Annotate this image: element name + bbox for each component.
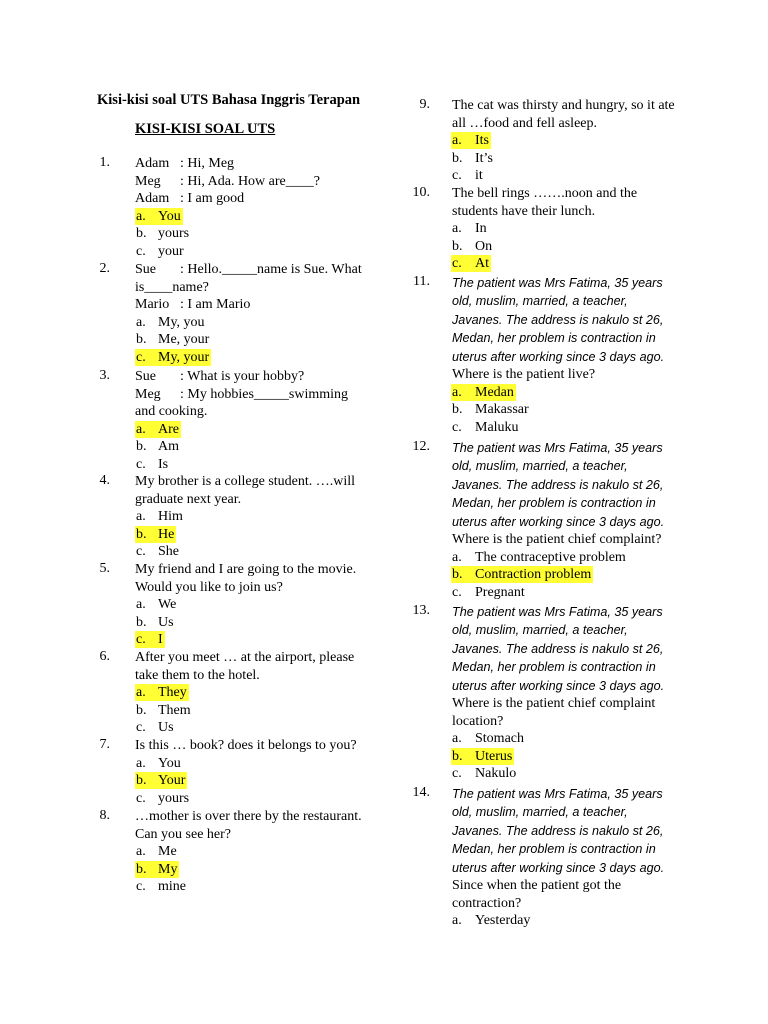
option-letter: a. (136, 509, 146, 525)
question-text-line (135, 155, 234, 173)
question-text-line (452, 494, 656, 512)
answer-option (451, 549, 628, 566)
option-letter: b. (136, 526, 147, 542)
option-letter: b. (136, 332, 147, 348)
question-number: 13. (412, 603, 430, 618)
dialogue-speaker: Meg (135, 173, 161, 189)
question-text-line (135, 826, 231, 844)
dialogue-speaker: Mario (135, 297, 170, 313)
question-text-line (135, 261, 362, 279)
question-number: 3. (99, 368, 110, 383)
option-letter: a. (452, 731, 462, 747)
answer-option (451, 238, 494, 255)
question-text-line (452, 822, 663, 840)
answer-option (135, 596, 178, 613)
question-text: old, muslim, married, a teacher, (452, 294, 628, 309)
question-text-line (135, 561, 356, 579)
answer-option-highlighted (135, 684, 189, 701)
question-text: After you meet … at the airport, please (135, 650, 355, 665)
answer-option-highlighted (451, 255, 491, 272)
question-text: all …food and fell asleep. (452, 115, 598, 131)
answer-option (451, 419, 521, 436)
question-text: Medan, her problem is contraction in (452, 842, 656, 857)
question-number: 9. (419, 97, 430, 112)
option-letter: c. (136, 879, 146, 895)
option-letter: b. (136, 226, 147, 242)
option-letter: a. (136, 685, 146, 701)
option-letter: a. (452, 549, 462, 565)
question-text-line (452, 476, 663, 494)
answer-option-highlighted (135, 772, 187, 789)
answer-option (135, 719, 176, 736)
question-text-line (452, 713, 503, 731)
question-text: : My hobbies_____swimming (180, 386, 349, 402)
option-text: Us (158, 614, 174, 630)
question-text: uterus after working since 3 days ago. (452, 349, 665, 364)
option-text: The contraceptive problem (475, 549, 626, 565)
option-text: In (475, 221, 487, 237)
option-letter: c. (136, 632, 146, 648)
option-letter: b. (452, 150, 463, 166)
option-text: Uterus (475, 748, 513, 764)
question-text-line (452, 677, 664, 695)
option-letter: a. (452, 913, 462, 929)
option-letter: c. (136, 720, 146, 736)
answer-option-highlighted (135, 421, 181, 438)
question-text: My brother is a college student. ….will (135, 474, 356, 489)
question-text: students have their lunch. (452, 203, 596, 219)
question-text: : Hello._____name is Sue. What (180, 262, 362, 277)
option-text: Its (475, 133, 489, 149)
option-text: I (158, 632, 163, 648)
answer-option (451, 167, 485, 184)
option-letter: c. (452, 584, 462, 600)
answer-option (135, 878, 188, 895)
question-text: Can you see her? (135, 826, 232, 842)
dialogue-speaker: Meg (135, 386, 161, 402)
question-text-line (135, 386, 348, 404)
option-text: Pregnant (475, 584, 525, 600)
question-text-line (452, 621, 628, 639)
option-letter: a. (452, 133, 462, 149)
question-text: and cooking. (135, 404, 208, 420)
question-text: The patient was Mrs Fatima, 35 years (452, 787, 663, 801)
question-number: 14. (412, 785, 430, 800)
option-text: On (475, 238, 493, 254)
option-letter: b. (452, 238, 463, 254)
option-letter: c. (452, 168, 462, 184)
question-text: Medan, her problem is contraction in (452, 660, 656, 675)
option-text: You (158, 755, 181, 771)
option-letter: b. (452, 748, 463, 764)
question-text: old, muslim, married, a teacher, (452, 805, 628, 820)
question-text-line (452, 640, 663, 658)
question-number: 2. (99, 261, 110, 276)
option-text: Nakulo (475, 766, 517, 782)
option-text: Me, your (158, 332, 210, 348)
option-text: It’s (475, 150, 493, 166)
question-text: Javanes. The address is nakulo st 26, (452, 477, 664, 492)
option-letter: a. (136, 314, 146, 330)
option-text: mine (158, 879, 186, 895)
option-letter: c. (136, 544, 146, 560)
question-text-line (452, 695, 655, 713)
option-text: They (158, 685, 187, 701)
question-text-line (135, 737, 357, 755)
option-letter: a. (136, 755, 146, 771)
answer-option-highlighted (451, 384, 516, 401)
dialogue-speaker: Sue (135, 262, 156, 277)
question-text-line (452, 513, 664, 531)
question-text-line (135, 473, 355, 491)
answer-option (135, 243, 186, 260)
question-text: contraction? (452, 895, 522, 911)
dialogue-speaker: Sue (135, 369, 156, 384)
question-text: old, muslim, married, a teacher, (452, 459, 628, 474)
answer-option (135, 225, 191, 242)
question-text-line (135, 190, 244, 208)
question-text-line (452, 859, 664, 877)
question-text-line (135, 403, 207, 421)
document-title: Kisi-kisi soal UTS Bahasa Inggris Terapan (97, 92, 361, 108)
answer-option (135, 456, 170, 473)
answer-option (451, 220, 489, 237)
option-letter: c. (136, 790, 146, 806)
answer-option-highlighted (135, 631, 165, 648)
option-letter: c. (452, 256, 462, 272)
answer-option (135, 314, 207, 331)
option-letter: b. (136, 439, 147, 455)
option-letter: b. (136, 702, 147, 718)
question-text-line (452, 785, 663, 803)
question-text: uterus after working since 3 days ago. (452, 514, 665, 529)
question-text: Javanes. The address is nakulo st 26, (452, 312, 664, 327)
answer-option-highlighted (135, 349, 211, 366)
question-text: old, muslim, married, a teacher, (452, 623, 628, 638)
question-text-line (452, 203, 595, 221)
question-text-line (135, 491, 241, 509)
answer-option (135, 843, 179, 860)
question-text: Where is the patient chief complaint (452, 696, 656, 711)
question-number: 4. (99, 473, 110, 488)
question-number: 11. (413, 274, 430, 289)
option-text: your (158, 244, 184, 259)
answer-option (135, 790, 191, 807)
question-text-line (452, 457, 628, 475)
question-text-line (452, 329, 656, 347)
answer-option (451, 150, 495, 167)
dialogue-speaker: Adam (135, 191, 170, 207)
option-text: My, you (158, 314, 205, 330)
question-text: My friend and I are going to the movie. (135, 562, 357, 577)
option-text: Are (158, 421, 179, 437)
answer-option-highlighted (451, 566, 593, 583)
option-text: Stomach (475, 731, 524, 747)
question-text: : I am Mario (180, 297, 251, 313)
question-text-line (452, 895, 521, 913)
question-text-line (135, 667, 260, 685)
question-text-line (452, 311, 663, 329)
option-letter: c. (136, 457, 146, 472)
question-text: The patient was Mrs Fatima, 35 years (452, 605, 663, 619)
question-text-line (135, 279, 209, 297)
question-text: uterus after working since 3 days ago. (452, 860, 665, 875)
question-text: The patient was Mrs Fatima, 35 years (452, 441, 663, 455)
question-text: graduate next year. (135, 491, 242, 507)
question-text: Where is the patient live? (452, 367, 596, 382)
option-letter: b. (136, 614, 147, 630)
question-text-line (452, 877, 621, 895)
option-letter: a. (136, 844, 146, 860)
option-text: Me (158, 844, 177, 860)
question-text-line (452, 274, 663, 292)
question-text-line (452, 115, 597, 133)
question-text: The bell rings …….noon and the (452, 186, 638, 201)
answer-option (135, 331, 211, 348)
option-text: yours (158, 226, 190, 242)
option-text: Your (158, 773, 186, 789)
option-letter: a. (452, 221, 462, 237)
option-text: My, your (158, 350, 210, 365)
question-text: is____name? (135, 279, 209, 295)
option-text: Them (158, 702, 191, 718)
option-text: You (158, 208, 181, 224)
question-text: Since when the patient got the (452, 878, 622, 893)
dialogue-speaker: Adam (135, 156, 170, 171)
question-text: Would you like to join us? (135, 579, 283, 595)
option-text: yours (158, 790, 190, 806)
question-text: …mother is over there by the restaurant. (135, 809, 362, 824)
option-text: Am (158, 439, 179, 455)
question-text: : What is your hobby? (180, 369, 305, 384)
question-text-line (135, 173, 320, 191)
answer-option-highlighted (451, 748, 514, 765)
option-text: My (158, 861, 178, 877)
question-text-line (452, 603, 663, 621)
answer-option (135, 614, 176, 631)
question-number: 5. (99, 561, 110, 576)
question-number: 6. (99, 649, 110, 664)
question-text-line (135, 808, 362, 826)
question-text-line (452, 840, 656, 858)
question-text-line (452, 97, 675, 115)
answer-option (135, 438, 181, 455)
answer-option (451, 912, 532, 929)
question-number: 1. (99, 155, 110, 170)
question-text-line (135, 296, 250, 314)
question-text: location? (452, 713, 504, 729)
question-text: uterus after working since 3 days ago. (452, 678, 665, 693)
question-text: The cat was thirsty and hungry, so it ate (452, 98, 675, 113)
option-text: At (475, 256, 489, 272)
option-text: Us (158, 720, 174, 736)
option-text: Makassar (475, 402, 529, 418)
answer-option (135, 508, 185, 525)
option-letter: a. (136, 597, 146, 613)
option-letter: b. (452, 567, 463, 583)
answer-option-highlighted (451, 132, 491, 149)
option-text: Maluku (475, 419, 519, 435)
question-text-line (135, 579, 283, 597)
question-text-line (452, 348, 664, 366)
answer-option (135, 543, 181, 560)
question-number: 12. (412, 439, 430, 454)
question-text: The patient was Mrs Fatima, 35 years (452, 276, 663, 290)
option-text: Medan (475, 384, 514, 400)
option-text: She (158, 544, 179, 560)
question-text: : I am good (180, 191, 245, 207)
answer-option (451, 730, 526, 747)
option-letter: a. (136, 208, 146, 224)
answer-option (135, 702, 193, 719)
question-number: 10. (412, 185, 430, 200)
question-number: 8. (99, 808, 110, 823)
option-letter: b. (136, 861, 147, 877)
option-letter: a. (136, 421, 146, 437)
question-text-line (452, 439, 663, 457)
answer-option (451, 401, 531, 418)
question-text: Medan, her problem is contraction in (452, 496, 656, 511)
question-text-line (452, 803, 628, 821)
question-text-line (452, 292, 628, 310)
question-text-line (452, 531, 662, 549)
option-text: We (158, 597, 177, 613)
question-text: : Hi, Ada. How are____? (180, 173, 320, 189)
question-text-line (452, 185, 637, 203)
option-text: Him (158, 509, 183, 525)
option-letter: b. (452, 402, 463, 418)
answer-option (451, 584, 527, 601)
question-number: 7. (99, 737, 110, 752)
question-text: : Hi, Meg (180, 156, 235, 171)
option-text: it (475, 168, 483, 184)
question-text: Where is the patient chief complaint? (452, 532, 662, 547)
question-text: Javanes. The address is nakulo st 26, (452, 641, 664, 656)
option-letter: c. (452, 766, 462, 782)
option-letter: a. (452, 384, 462, 400)
option-letter: c. (136, 350, 146, 365)
question-text: Medan, her problem is contraction in (452, 331, 656, 346)
document-subtitle: KISI-KISI SOAL UTS (135, 121, 276, 137)
option-text: Contraction problem (475, 567, 592, 583)
option-text: Is (158, 457, 169, 472)
option-text: Yesterday (475, 913, 531, 929)
option-letter: c. (136, 244, 146, 259)
question-text-line (135, 368, 304, 386)
option-text: He (158, 526, 175, 542)
question-text: Is this … book? does it belongs to you? (135, 738, 357, 753)
question-text: take them to the hotel. (135, 667, 260, 683)
answer-option-highlighted (135, 861, 179, 878)
option-letter: b. (136, 773, 147, 789)
answer-option (451, 765, 518, 782)
option-letter: c. (452, 419, 462, 435)
answer-option (135, 755, 183, 772)
question-text-line (452, 658, 656, 676)
answer-option-highlighted (135, 526, 176, 543)
question-text: Javanes. The address is nakulo st 26, (452, 823, 664, 838)
answer-option-highlighted (135, 208, 183, 225)
question-text-line (135, 649, 354, 667)
question-text-line (452, 366, 595, 384)
